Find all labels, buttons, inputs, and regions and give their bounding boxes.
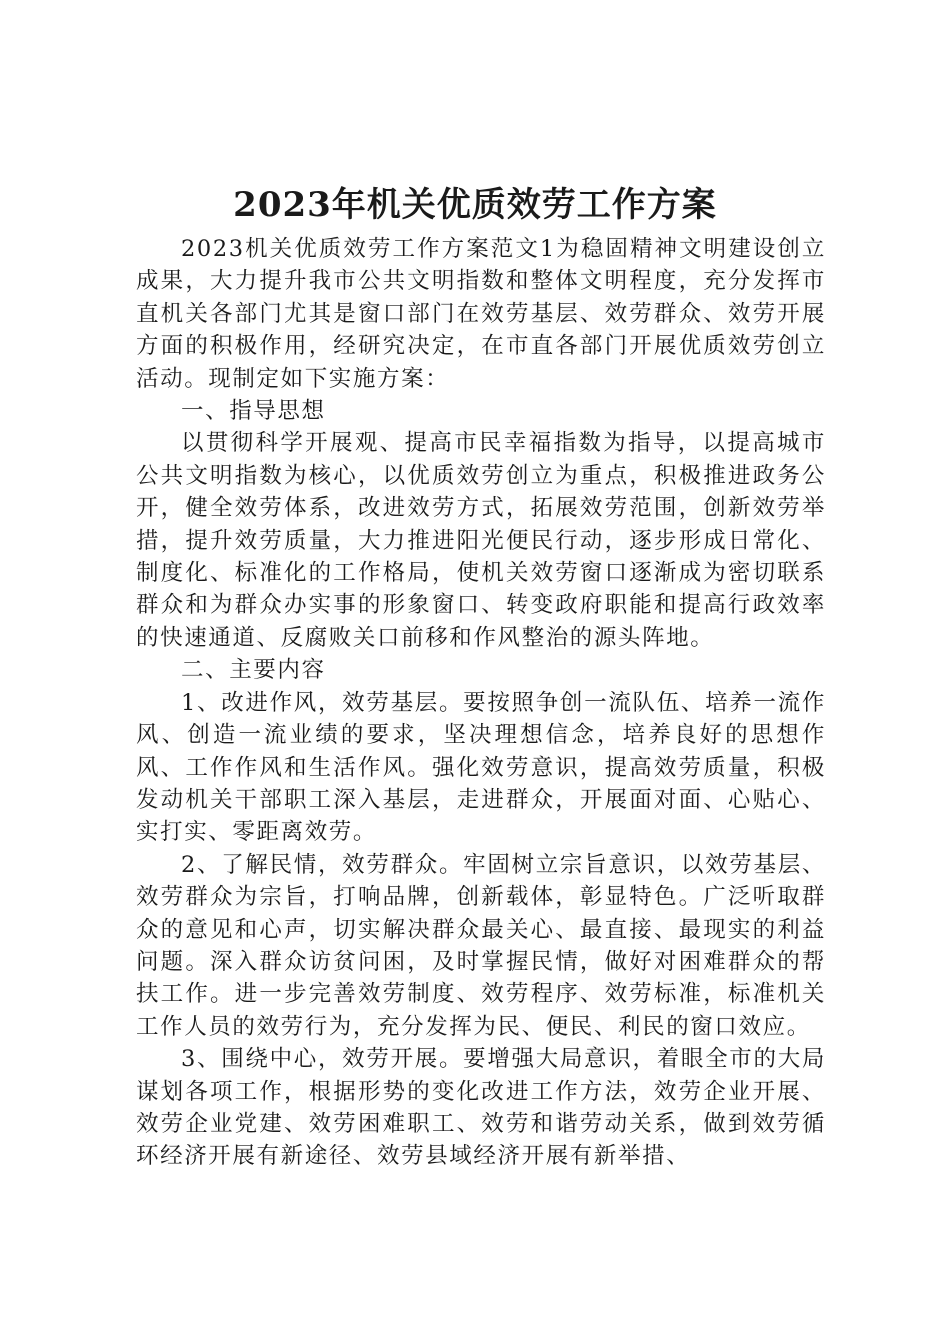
document-title: 2023年机关优质效劳工作方案 — [233, 185, 717, 225]
paragraph-item-3: 3、围绕中心，效劳开展。要增强大局意识，着眼全市的大局谋划各项工作，根据形势的变化改进工作方法，效劳企业开展、效劳企业党建、效劳困难职工、效劳和谐劳动关系，做到效劳循环经济开展有新途径、效劳县域经济开展有新举措、 — [136, 1046, 826, 1170]
paragraph-guiding-ideology: 以贯彻科学开展观、提高市民幸福指数为指导，以提高城市公共文明指数为核心，以优质效劳创立为重点，积极推进政务公开，健全效劳体系，改进效劳方式，拓展效劳范围，创新效劳举措，提升效劳质量，大力推进阳光便民行动，逐步形成日常化、制度化、标准化的工作格局，使机关效劳窗口逐渐成为密切联系群众和为群众办实事的形象窗口、转变政府职能和提高行政效率的快速通道、反腐败关口前移和作风整治的源头阵地。 — [136, 430, 826, 651]
paragraph-intro: 2023机关优质效劳工作方案范文1为稳固精神文明建设创立成果，大力提升我市公共文明指数和整体文明程度，充分发挥市直机关各部门尤其是窗口部门在效劳基层、效劳群众、效劳开展方面的积极作用，经研究决定，在市直各部门开展优质效劳创立活动。现制定如下实施方案： — [136, 236, 826, 392]
heading-guiding-ideology: 一、指导思想 — [181, 398, 326, 425]
paragraph-item-1: 1、改进作风，效劳基层。要按照争创一流队伍、培养一流作风、创造一流业绩的要求，坚决理想信念，培养良好的思想作风、工作作风和生活作风。强化效劳意识，提高效劳质量，积极发动机关干部职工深入基层，走进群众，开展面对面、心贴心、实打实、零距离效劳。 — [136, 689, 826, 846]
heading-main-content: 二、主要内容 — [181, 657, 326, 684]
document-body — [136, 233, 826, 1173]
paragraph-item-2: 2、了解民情，效劳群众。牢固树立宗旨意识，以效劳基层、效劳群众为宗旨，打响品牌，创新载体，彰显特色。广泛听取群众的意见和心声，切实解决群众最关心、最直接、最现实的利益问题。深入群众访贫问困，及时掌握民情，做好对困难群众的帮扶工作。进一步完善效劳制度、效劳程序、效劳标准，标准机关工作人员的效劳行为，充分发挥为民、便民、利民的窗口效应。 — [136, 851, 826, 1040]
